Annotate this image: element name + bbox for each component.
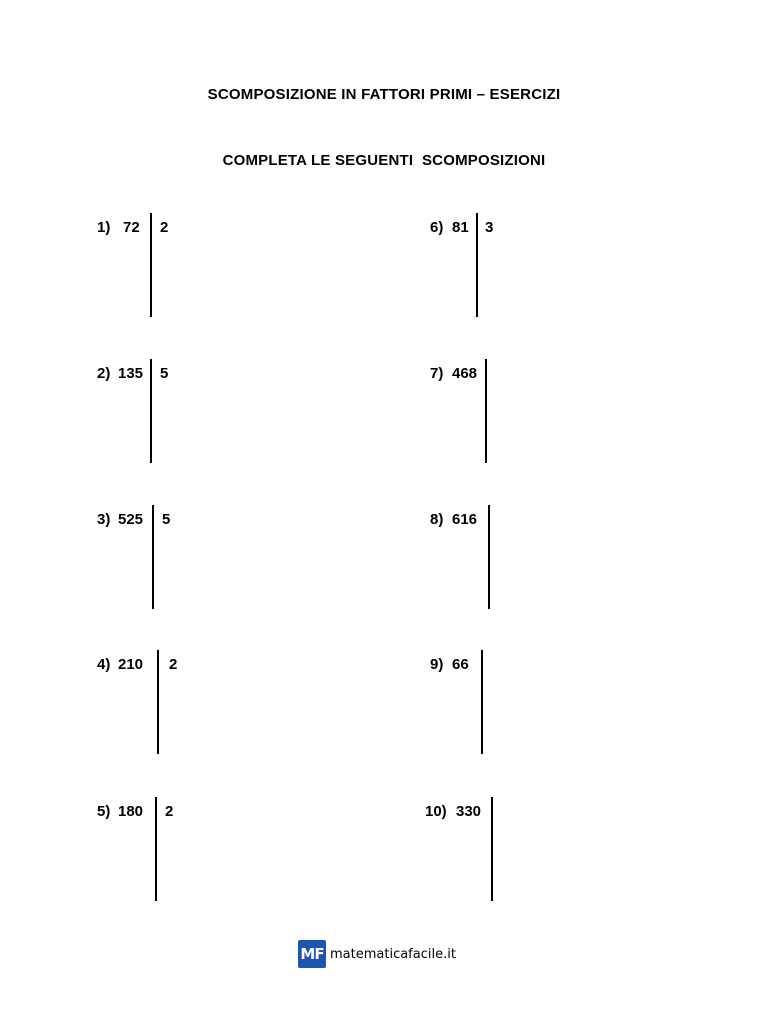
division-line xyxy=(476,213,478,317)
division-line xyxy=(481,650,483,754)
division-line xyxy=(152,505,154,609)
exercise-label: 4) xyxy=(97,656,111,673)
exercise-label: 9) xyxy=(430,656,444,673)
page-title: SCOMPOSIZIONE IN FATTORI PRIMI – ESERCIZI xyxy=(207,86,561,103)
exercise-number: 81 xyxy=(452,219,469,236)
exercise-label: 10) xyxy=(425,803,447,820)
exercise-factor: 5 xyxy=(160,365,169,382)
exercise-2 xyxy=(97,365,169,450)
site-link[interactable]: matematicafacile.it xyxy=(330,947,456,962)
exercise-number: 210 xyxy=(118,656,144,673)
division-line xyxy=(150,359,152,463)
division-line xyxy=(150,213,152,317)
exercise-number: 525 xyxy=(118,511,144,528)
exercise-4 xyxy=(97,656,178,741)
exercise-number: 66 xyxy=(452,656,469,673)
exercise-factor: 2 xyxy=(160,219,169,236)
exercise-9 xyxy=(430,656,469,741)
exercise-1 xyxy=(97,219,169,304)
exercise-7 xyxy=(430,365,478,450)
exercise-6 xyxy=(430,219,494,304)
division-line xyxy=(488,505,490,609)
exercise-number: 330 xyxy=(456,803,482,820)
exercise-number: 72 xyxy=(123,219,140,236)
exercise-5 xyxy=(97,803,174,888)
exercise-number: 616 xyxy=(452,511,478,528)
exercise-label: 7) xyxy=(430,365,444,382)
division-line xyxy=(491,797,493,901)
page-subtitle: COMPLETA LE SEGUENTI SCOMPOSIZIONI xyxy=(222,152,546,169)
exercise-number: 180 xyxy=(118,803,144,820)
division-line xyxy=(155,797,157,901)
division-line xyxy=(485,359,487,463)
exercise-factor: 3 xyxy=(485,219,494,236)
exercise-factor: 5 xyxy=(162,511,171,528)
exercise-number: 468 xyxy=(452,365,478,382)
exercise-label: 3) xyxy=(97,511,111,528)
exercise-number: 135 xyxy=(118,365,144,382)
exercise-3 xyxy=(97,511,171,596)
exercise-factor: 2 xyxy=(165,803,174,820)
division-line xyxy=(157,650,159,754)
exercise-8 xyxy=(430,511,478,596)
exercise-10 xyxy=(425,803,482,888)
exercise-label: 5) xyxy=(97,803,111,820)
mf-logo-icon: MF xyxy=(298,940,326,968)
exercise-factor: 2 xyxy=(169,656,178,673)
exercise-label: 2) xyxy=(97,365,111,382)
exercise-label: 8) xyxy=(430,511,444,528)
exercise-label: 1) xyxy=(97,219,111,236)
exercise-label: 6) xyxy=(430,219,444,236)
